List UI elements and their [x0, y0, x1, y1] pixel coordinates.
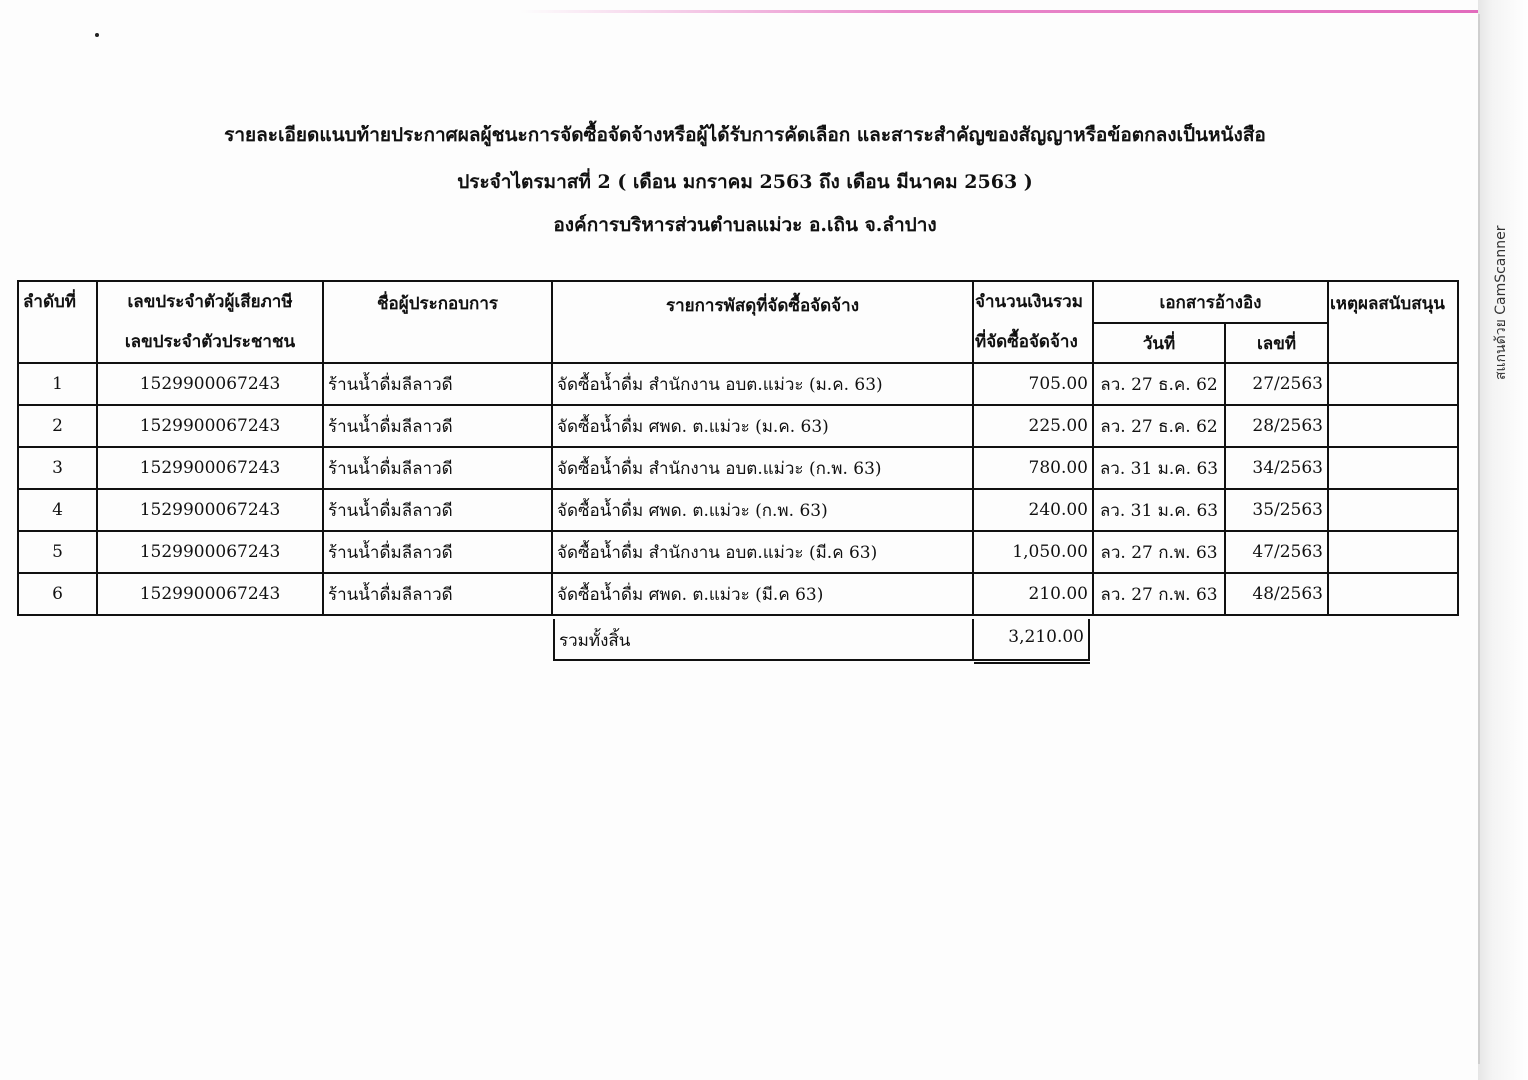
cell-seq: 1	[18, 363, 97, 405]
cell-amount: 1,050.00	[973, 531, 1093, 573]
cell-amount: 705.00	[973, 363, 1093, 405]
cell-vendor: ร้านน้ำดื่มลีลาวดี	[323, 447, 552, 489]
header-taxid	[97, 281, 323, 363]
header-amount-line2: ที่จัดซื้อจัดจ้าง	[975, 332, 1078, 352]
header-vendor: ชื่อผู้ประกอบการ	[323, 281, 552, 363]
header-item: รายการพัสดุที่จัดซื้อจัดจ้าง	[552, 281, 973, 363]
cell-item: จัดซื้อน้ำดื่ม ศพด. ต.แม่วะ (มี.ค 63)	[552, 573, 973, 615]
cell-doc-no: 34/2563	[1225, 447, 1328, 489]
cell-seq: 5	[18, 531, 97, 573]
cell-date: ลว. 31 ม.ค. 63	[1093, 489, 1225, 531]
cell-taxid: 1529900067243	[97, 405, 323, 447]
cell-doc-no: 48/2563	[1225, 573, 1328, 615]
cell-item: จัดซื้อน้ำดื่ม ศพด. ต.แม่วะ (ม.ค. 63)	[552, 405, 973, 447]
page-edge-shadow	[1478, 0, 1528, 1080]
cell-seq: 4	[18, 489, 97, 531]
cell-doc-no: 47/2563	[1225, 531, 1328, 573]
cell-seq: 3	[18, 447, 97, 489]
camscanner-watermark: สแกนด้วย CamScanner	[1493, 225, 1509, 380]
table-row	[18, 405, 1458, 447]
header-amount	[973, 281, 1093, 363]
cell-seq: 6	[18, 573, 97, 615]
table-row	[18, 531, 1458, 573]
cell-vendor: ร้านน้ำดื่มลีลาวดี	[323, 363, 552, 405]
cell-item: จัดซื้อน้ำดื่ม สำนักงาน อบต.แม่วะ (ม.ค. 63)	[552, 363, 973, 405]
header-reason: เหตุผลสนับสนุน	[1328, 281, 1458, 363]
cell-date: ลว. 27 ก.พ. 63	[1093, 531, 1225, 573]
cell-date: ลว. 27 ธ.ค. 62	[1093, 363, 1225, 405]
cell-date: ลว. 27 ก.พ. 63	[1093, 573, 1225, 615]
header-ref-date: วันที่	[1093, 323, 1225, 363]
cell-amount: 225.00	[973, 405, 1093, 447]
speck-mark	[95, 33, 99, 37]
cell-reason	[1328, 363, 1458, 405]
cell-taxid: 1529900067243	[97, 363, 323, 405]
table-row	[18, 489, 1458, 531]
grand-total-divider	[972, 619, 974, 659]
cell-date: ลว. 27 ธ.ค. 62	[1093, 405, 1225, 447]
cell-reason	[1328, 573, 1458, 615]
cell-reason	[1328, 489, 1458, 531]
cell-doc-no: 28/2563	[1225, 405, 1328, 447]
header-amount-line1: จำนวนเงินรวม	[975, 292, 1083, 312]
cell-date: ลว. 31 ม.ค. 63	[1093, 447, 1225, 489]
grand-total-value: 3,210.00	[1008, 627, 1084, 647]
cell-seq: 2	[18, 405, 97, 447]
cell-taxid: 1529900067243	[97, 573, 323, 615]
cell-taxid: 1529900067243	[97, 489, 323, 531]
grand-total-label: รวมทั้งสิ้น	[559, 631, 631, 651]
procurement-table	[17, 280, 1459, 616]
grand-total-row	[553, 619, 1090, 661]
cell-reason	[1328, 531, 1458, 573]
cell-item: จัดซื้อน้ำดื่ม ศพด. ต.แม่วะ (ก.พ. 63)	[552, 489, 973, 531]
cell-amount: 780.00	[973, 447, 1093, 489]
cell-doc-no: 35/2563	[1225, 489, 1328, 531]
table-row	[18, 447, 1458, 489]
cell-doc-no: 27/2563	[1225, 363, 1328, 405]
cell-vendor: ร้านน้ำดื่มลีลาวดี	[323, 531, 552, 573]
header-taxid-line2: เลขประจำตัวประชาชน	[124, 332, 296, 352]
header-ref-no: เลขที่	[1225, 323, 1328, 363]
grand-total-double-underline	[974, 662, 1090, 664]
cell-vendor: ร้านน้ำดื่มลีลาวดี	[323, 405, 552, 447]
pink-highlight-stripe	[520, 10, 1480, 13]
header-ref-doc: เอกสารอ้างอิง	[1093, 281, 1328, 323]
table-row	[18, 363, 1458, 405]
table-row	[18, 573, 1458, 615]
document-title-line1: รายละเอียดแนบท้ายประกาศผลผู้ชนะการจัดซื้อจัดจ้างหรือผู้ได้รับการคัดเลือก และสาระสำคัญของสัญญาหรือข้อตกลงเป็นหนังสือ	[224, 124, 1266, 146]
cell-vendor: ร้านน้ำดื่มลีลาวดี	[323, 489, 552, 531]
cell-reason	[1328, 447, 1458, 489]
cell-amount: 210.00	[973, 573, 1093, 615]
document-title-line2: ประจำไตรมาสที่ 2 ( เดือน มกราคม 2563 ถึง เดือน มีนาคม 2563 )	[457, 171, 1033, 193]
header-taxid-line1: เลขประจำตัวผู้เสียภาษี	[127, 292, 293, 312]
cell-taxid: 1529900067243	[97, 447, 323, 489]
cell-item: จัดซื้อน้ำดื่ม สำนักงาน อบต.แม่วะ (มี.ค 63)	[552, 531, 973, 573]
cell-item: จัดซื้อน้ำดื่ม สำนักงาน อบต.แม่วะ (ก.พ. 63)	[552, 447, 973, 489]
document-title-line3: องค์การบริหารส่วนตำบลแม่วะ อ.เถิน จ.ลำปาง	[553, 214, 937, 236]
cell-taxid: 1529900067243	[97, 531, 323, 573]
cell-amount: 240.00	[973, 489, 1093, 531]
header-seq: ลำดับที่	[18, 281, 97, 363]
cell-reason	[1328, 405, 1458, 447]
cell-vendor: ร้านน้ำดื่มลีลาวดี	[323, 573, 552, 615]
